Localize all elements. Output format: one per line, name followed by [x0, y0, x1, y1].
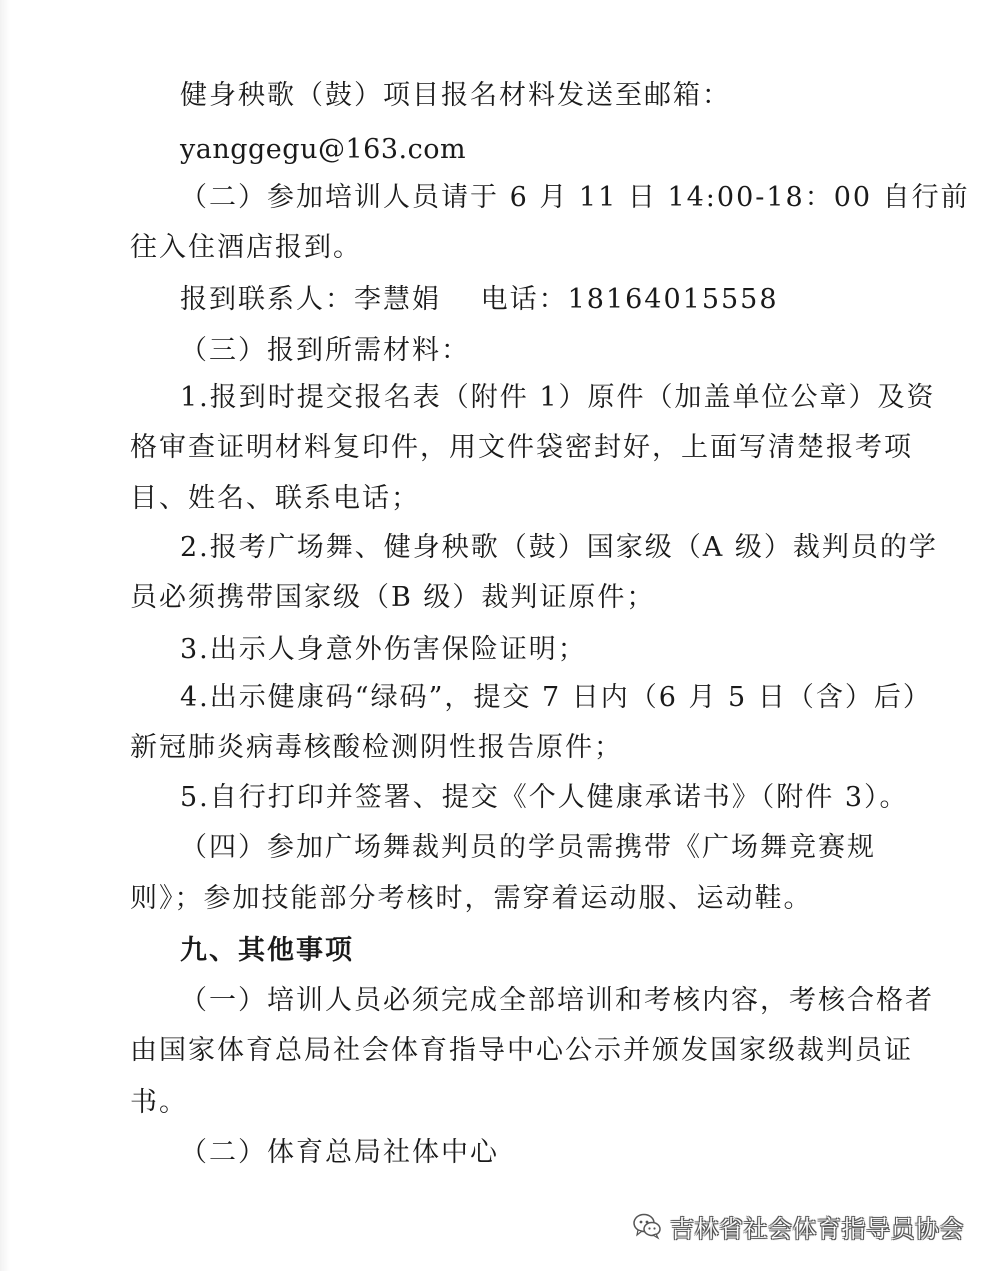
scan-edge-shadow [0, 0, 10, 1271]
doc-line-20: 由国家体育总局社会体育指导中心公示并颁发国家级裁判员证 [130, 1035, 913, 1066]
contact-line: 报到联系人：李慧娟 电话：18164015558 [180, 284, 779, 315]
wechat-icon [632, 1211, 662, 1241]
doc-line-1: 健身秧歌（鼓）项目报名材料发送至邮箱： [180, 80, 731, 111]
doc-line-10: 2.报考广场舞、健身秧歌（鼓）国家级（A 级）裁判员的学 [180, 532, 938, 563]
email-address: yanggegu@163.com [180, 134, 467, 165]
doc-line-14: 新冠肺炎病毒核酸检测阴性报告原件； [130, 732, 623, 763]
doc-line-3: （二）参加培训人员请于 6 月 11 日 14:00-18：00 自行前 [180, 182, 970, 213]
doc-line-4: 往入住酒店报到。 [130, 232, 362, 263]
doc-line-12: 3.出示人身意外伤害保险证明； [180, 634, 587, 665]
doc-line-19: （一）培训人员必须完成全部培训和考核内容，考核合格者 [180, 985, 934, 1016]
doc-line-13: 4.出示健康码“绿码”，提交 7 日内（6 月 5 日（含）后） [180, 682, 932, 713]
doc-line-7: 1.报到时提交报名表（附件 1）原件（加盖单位公章）及资 [180, 382, 936, 413]
doc-line-8: 格审查证明材料复印件，用文件袋密封好，上面写清楚报考项 [130, 432, 913, 463]
doc-line-21: 书。 [130, 1087, 188, 1118]
watermark-text: 吉林省社会体育指导员协会 [670, 1214, 964, 1243]
doc-line-11: 员必须携带国家级（B 级）裁判证原件； [130, 582, 656, 613]
doc-line-22: （二）体育总局社体中心 [180, 1137, 499, 1168]
doc-line-15: 5.自行打印并签署、提交《个人健康承诺书》（附件 3）。 [180, 782, 909, 813]
section-4-line-1: （四）参加广场舞裁判员的学员需携带《广场舞竞赛规 [180, 832, 876, 863]
section-3-title: （三）报到所需材料： [180, 335, 470, 366]
doc-line-9: 目、姓名、联系电话； [130, 483, 420, 514]
wechat-watermark [632, 1208, 964, 1244]
section-4-line-2: 则》；参加技能部分考核时，需穿着运动服、运动鞋。 [130, 883, 813, 914]
section-9-heading: 九、其他事项 [180, 935, 354, 966]
